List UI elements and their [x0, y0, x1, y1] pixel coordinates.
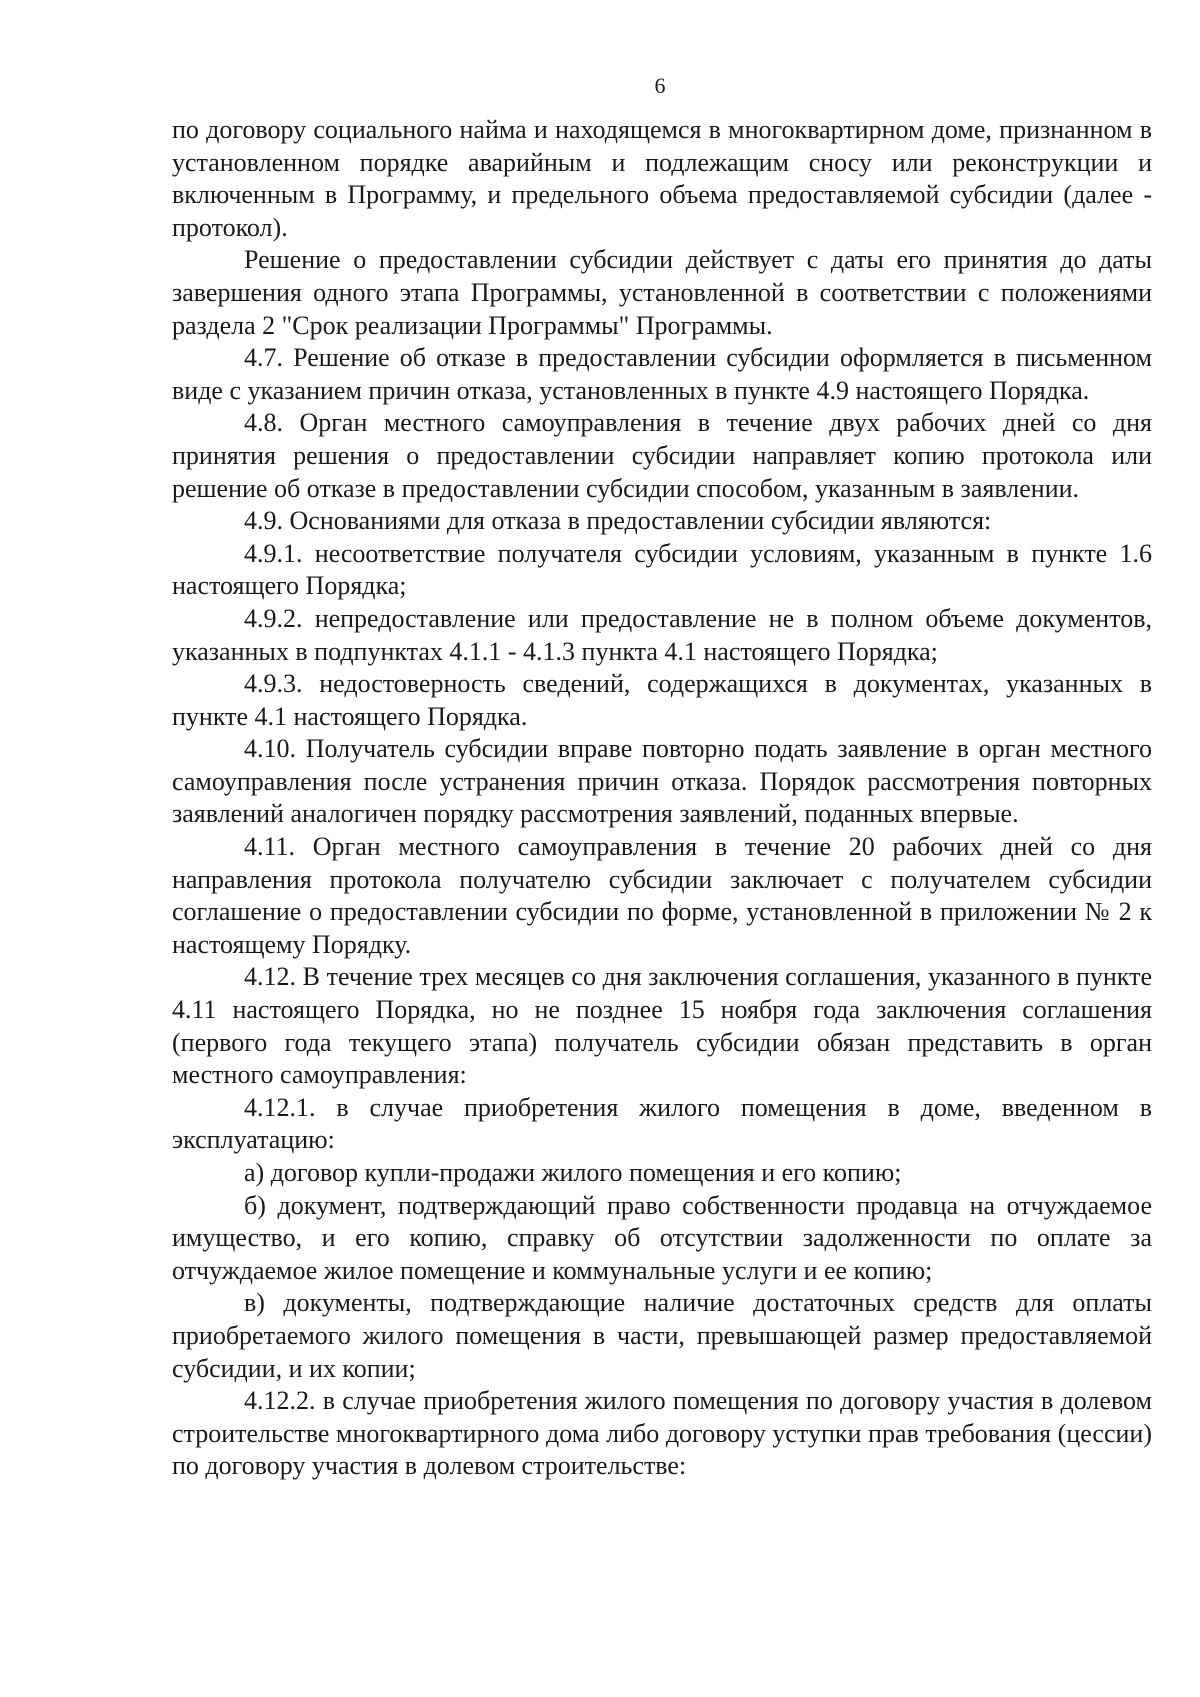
paragraph: 4.12.1. в случае приобретения жилого помещения в доме, введенном в эксплуатацию:	[172, 1092, 1152, 1155]
paragraph: 4.7. Решение об отказе в предоставлении субсидии оформляется в письменном виде с указанием причин отказа, установленных в пункте 4.9 настоящего Порядка.	[172, 343, 1152, 405]
paragraph: 4.9.1. несоответствие получателя субсидии условиям, указанным в пункте 1.6 настоящего Порядка;	[172, 538, 1152, 601]
paragraph: 4.9. Основаниями для отказа в предоставлении субсидии являются:	[244, 506, 992, 536]
document-body	[172, 114, 1152, 1483]
paragraph: б) документ, подтверждающий право собственности продавца на отчуждаемое имущество, и его копию, справку об отсутствии задолженности по оплате за отчуждаемое жилое помещение и коммунальные услуги и ее копию;	[172, 1190, 1152, 1285]
paragraph: 4.10. Получатель субсидии вправе повторно подать заявление в орган местного самоуправления после устранения причин отказа. Порядок рассмотрения повторных заявлений аналогичен порядку рассмотрения заявлений, поданных впервые.	[172, 734, 1152, 829]
paragraph: 4.9.2. непредоставление или предоставление не в полном объеме документов, указанных в подпунктах 4.1.1 - 4.1.3 пункта 4.1 настоящего Порядка;	[172, 603, 1152, 666]
paragraph: Решение о предоставлении субсидии действует с даты его принятия до даты завершения одного этапа Программы, установленной в соответствии с положениями раздела 2 "Срок реализации Программы" Программы.	[172, 245, 1152, 340]
paragraph: по договору социального найма и находящемся в многоквартирном доме, признанном в установленном порядке аварийным и подлежащим сносу или реконструкции и включенным в Программу, и предельного объема предоставляемой субсидии (далее - протокол).	[172, 115, 1152, 242]
paragraph: 4.11. Орган местного самоуправления в течение 20 рабочих дней со дня направления протокола получателю субсидии заключает с получателем субсидии соглашение о предоставлении субсидии по форме, установленной в приложении № 2 к настоящему Порядку.	[172, 832, 1152, 959]
paragraph: а) договор купли-продажи жилого помещения и его копию;	[244, 1158, 902, 1187]
page-number: 6	[654, 73, 666, 98]
paragraph: 4.9.3. недостоверность сведений, содержащихся в документах, указанных в пункте 4.1 настоящего Порядка.	[172, 669, 1152, 731]
paragraph: 4.12. В течение трех месяцев со дня заключения соглашения, указанного в пункте 4.11 настоящего Порядка, но не позднее 15 ноября года заключения соглашения (первого года текущего этапа) получатель субсидии обязан представить в орган местного самоуправления:	[172, 962, 1152, 1090]
paragraph: 4.8. Орган местного самоуправления в течение двух рабочих дней со дня принятия решения о предоставлении субсидии направляет копию протокола или решение об отказе в предоставлении субсидии способом, указанным в заявлении.	[172, 408, 1152, 503]
paragraph: в) документы, подтверждающие наличие достаточных средств для оплаты приобретаемого жилого помещения в части, превышающей размер предоставляемой субсидии, и их копии;	[172, 1288, 1152, 1383]
paragraph: 4.12.2. в случае приобретения жилого помещения по договору участия в долевом строительстве многоквартирного дома либо договору уступки прав требования (цессии) по договору участия в долевом строительстве:	[172, 1386, 1152, 1481]
